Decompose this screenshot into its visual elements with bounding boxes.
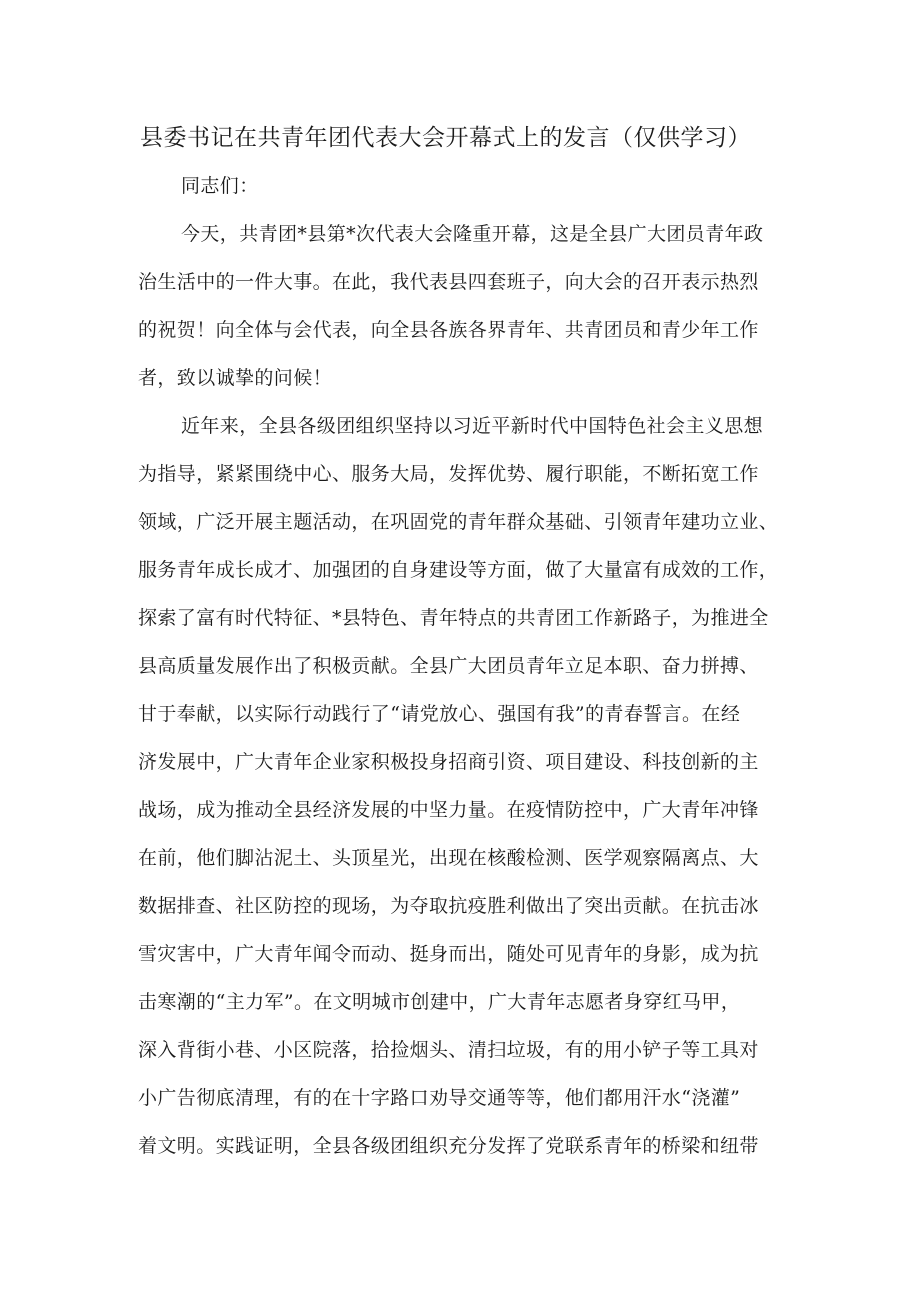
paragraph-line: 今天，共青团*县第*次代表大会隆重开幕，这是全县广大团员青年政 — [181, 223, 764, 245]
salutation: 同志们： — [181, 175, 259, 197]
paragraph-line: 深入背街小巷、小区院落，拾捡烟头、清扫垃圾，有的用小铲子等工具对 — [138, 1039, 759, 1061]
paragraph-line: 近年来，全县各级团组织坚持以习近平新时代中国特色社会主义思想 — [181, 415, 764, 437]
paragraph-line: 数据排查、社区防控的现场，为夺取抗疫胜利做出了突出贡献。在抗击冰 — [138, 895, 759, 917]
paragraph-line: 甘于奉献，以实际行动践行了“请党放心、强国有我”的青春誓言。在经 — [138, 703, 741, 725]
paragraph-line: 雪灾害中，广大青年闻令而动、挺身而出，随处可见青年的身影，成为抗 — [138, 943, 759, 965]
paragraph-line: 的祝贺！向全体与会代表，向全县各族各界青年、共青团员和青少年工作 — [138, 319, 759, 341]
paragraph-line: 为指导，紧紧围绕中心、服务大局，发挥优势、履行职能，不断拓宽工作 — [138, 463, 759, 485]
paragraph-line: 服务青年成长成才、加强团的自身建设等方面，做了大量富有成效的工作， — [138, 559, 779, 581]
paragraph-line: 在前，他们脚沾泥土、头顶星光，出现在核酸检测、医学观察隔离点、大 — [138, 847, 759, 869]
document-title: 县委书记在共青年团代表大会开幕式上的发言（仅供学习） — [140, 125, 751, 151]
paragraph-line: 战场，成为推动全县经济发展的中坚力量。在疫情防控中，广大青年冲锋 — [138, 799, 759, 821]
paragraph-line: 探索了富有时代特征、*县特色、青年特点的共青团工作新路子，为推进全 — [138, 607, 769, 629]
paragraph-line: 者，致以诚挚的问候！ — [138, 367, 333, 389]
paragraph-line: 着文明。实践证明，全县各级团组织充分发挥了党联系青年的桥梁和纽带 — [138, 1135, 759, 1157]
paragraph-line: 小广告彻底清理，有的在十字路口劝导交通等等，他们都用汗水“浇灌” — [138, 1087, 741, 1109]
paragraph-line: 领域，广泛开展主题活动，在巩固党的青年群众基础、引领青年建功立业、 — [138, 511, 779, 533]
paragraph-line: 治生活中的一件大事。在此，我代表县四套班子，向大会的召开表示热烈 — [138, 271, 759, 293]
paragraph-line: 济发展中，广大青年企业家积极投身招商引资、项目建设、科技创新的主 — [138, 751, 759, 773]
paragraph-line: 县高质量发展作出了积极贡献。全县广大团员青年立足本职、奋力拼搏、 — [138, 655, 759, 677]
paragraph-line: 击寒潮的“主力军”。在文明城市创建中，广大青年志愿者身穿红马甲， — [138, 991, 741, 1013]
